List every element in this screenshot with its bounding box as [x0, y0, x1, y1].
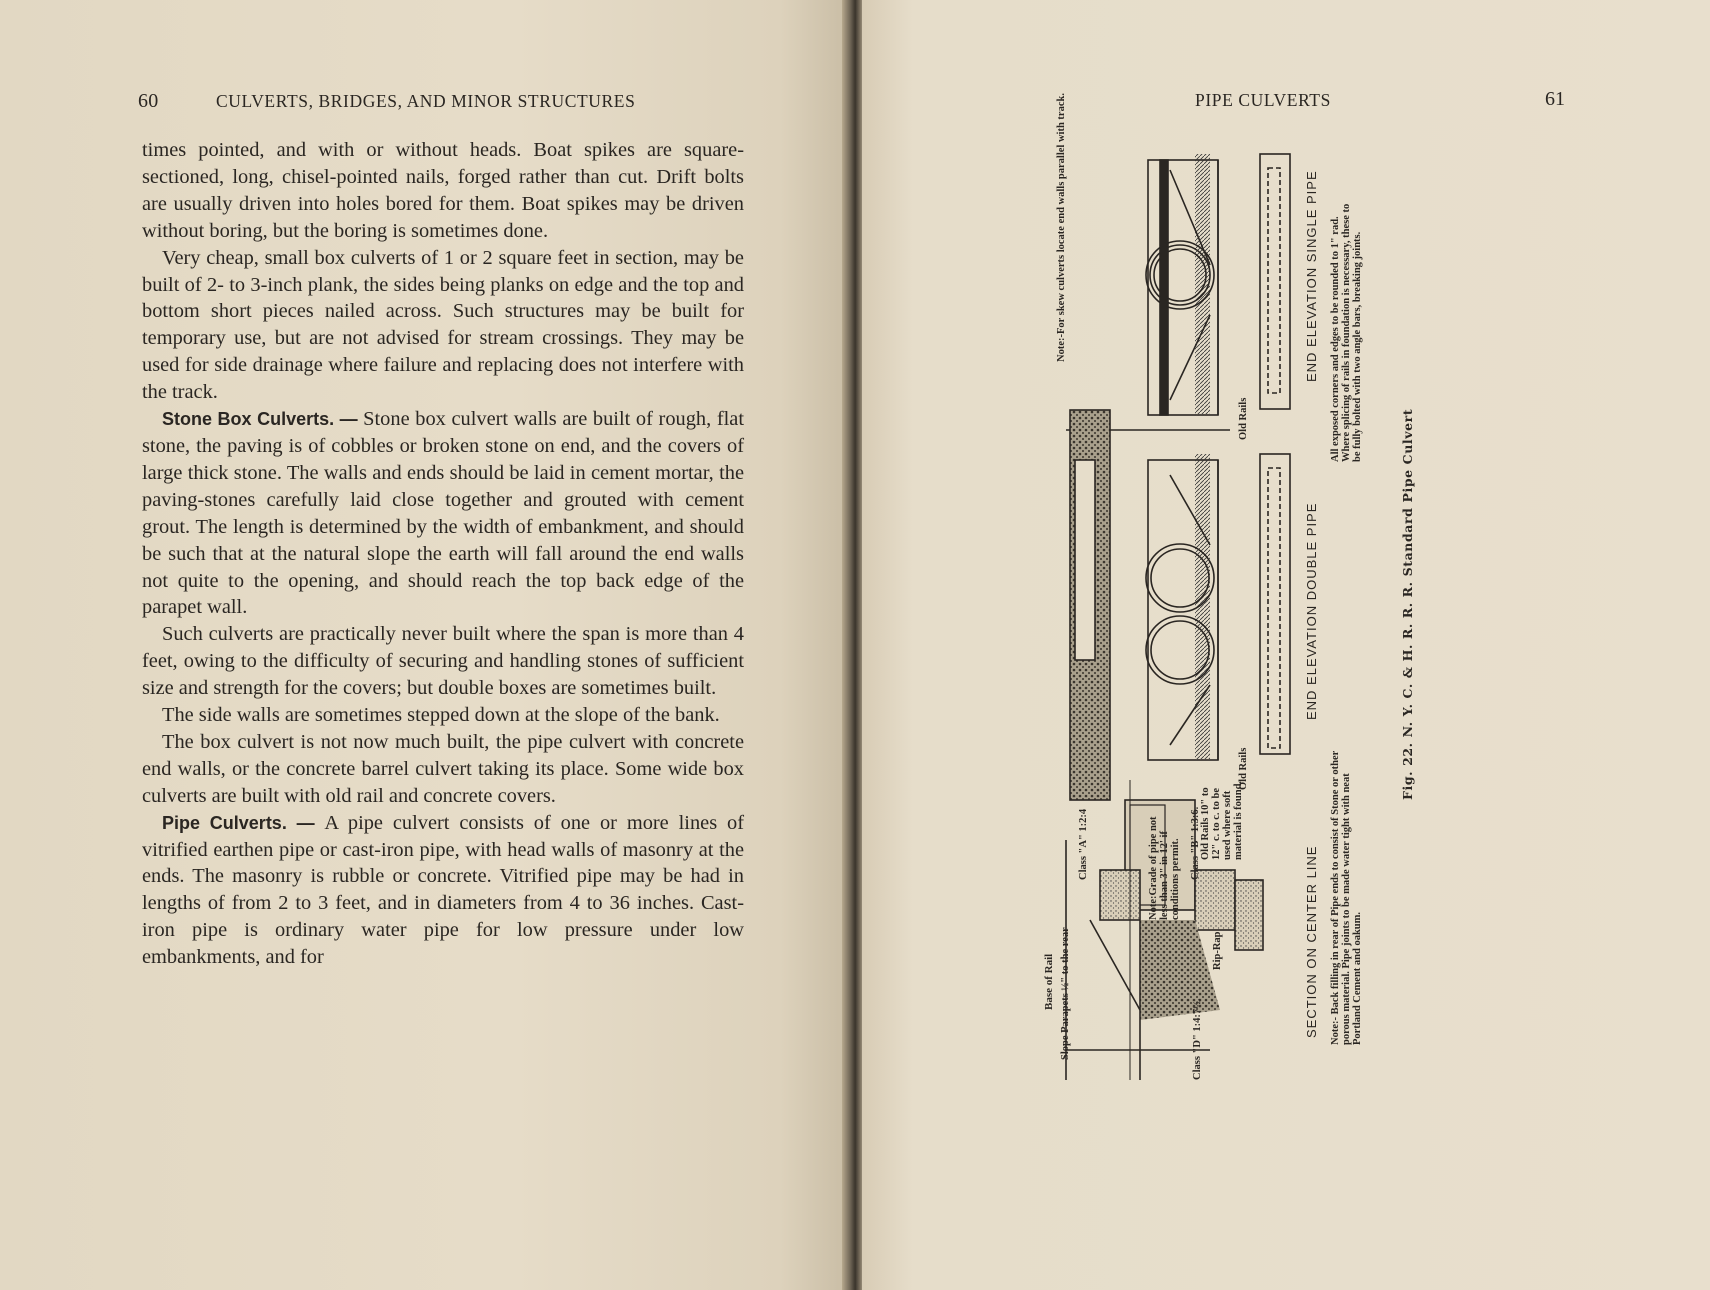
running-head-left: [138, 90, 698, 116]
body-text: [142, 137, 744, 971]
page-number-right: 61: [1545, 88, 1565, 110]
label-rip-rap: Rip-Rap: [1212, 931, 1223, 970]
running-head-title-right: PIPE CULVERTS: [1195, 90, 1331, 110]
run-in-heading: Pipe Culverts. —: [162, 812, 325, 833]
run-in-heading: Stone Box Culverts. —: [162, 409, 364, 430]
note-exposed-corners: All exposed corners and edges to be rounded to 1" rad. Where splicing of rails in foundation is necessary, these to be fully bolted with two angle bars, breaking joints.: [1330, 203, 1363, 462]
note-old-rails-section: Old Rails 10" to 12" c. to c. to be used where soft material is found.: [1200, 780, 1244, 860]
label-slope-parapets: Slope Parapets ½" to the rear: [1060, 927, 1071, 1060]
label-class-b: Class "B" 1:3:6.: [1190, 806, 1201, 880]
running-head-title-left: CULVERTS, BRIDGES, AND MINOR STRUCTURES: [216, 91, 636, 111]
label-class-a: Class "A" 1:2:4: [1078, 808, 1089, 880]
paragraph-pipe-culverts: Pipe Culverts. — A pipe culvert consists of one or more lines of vitrified earthen pipe or cast-iron pipe, with head walls of masonry at the ends. The masonry is rubble or concrete. Vitrified pipe may be had in lengths of from 2 to 3 feet, and in diameters from 4 to 36 inches. Cast-iron pipe is ordinary water pipe for low pressure under low embankments, and for: [142, 811, 744, 969]
note-skew-culverts: Note:-For skew culverts locate end walls parallel with track.: [1056, 93, 1067, 362]
paragraph-1: times pointed, and with or without heads. Boat spikes are square-sectioned, long, chisel-pointed nails, forged rather than cut. Drift bolts are usually driven into holes bored for them. Boat spikes may be driven without boring, but the boring is sometimes done.: [142, 139, 744, 242]
title-end-elevation-double: END ELEVATION DOUBLE PIPE: [1304, 502, 1319, 720]
label-base-of-rail: Base of Rail: [1043, 953, 1055, 1010]
page-number-left: 60: [138, 90, 159, 112]
paragraph-5: The side walls are sometimes stepped down at the slope of the bank.: [162, 704, 720, 727]
label-class-d: Class "D" 1:4:7½.: [1192, 998, 1203, 1080]
paragraph-6: The box culvert is not now much built, the pipe culvert with concrete end walls, or the concrete barrel culvert taking its place. Some wide box culverts are built with old rail and concrete covers.: [142, 730, 744, 807]
paragraph-2: Very cheap, small box culverts of 1 or 2 square feet in section, may be built of 2- to 3-inch plank, the sides being planks on edge and the top and bottom short pieces nailed across. Such structures may be built for temporary use, but are not advised for stream crossings. They may be used for side drainage where failure and replacing does not interfere with the track.: [142, 246, 744, 404]
note-back-filling: Note:- Back filling in rear of Pipe ends to consist of Stone or other porous material. Pipe joints to be made water tight with neat Portland Cement and oakum.: [1330, 750, 1363, 1045]
title-section-center-line: SECTION ON CENTER LINE: [1304, 845, 1319, 1038]
paragraph-4: Such culverts are practically never built where the span is more than 4 feet, owing to the difficulty of securing and handling stones of sufficient size and strength for the covers; but double boxes are sometimes built.: [142, 623, 744, 700]
label-old-rails-double: Old Rails: [1238, 747, 1249, 790]
title-end-elevation-single: END ELEVATION SINGLE PIPE: [1304, 170, 1319, 382]
left-page: [0, 0, 848, 1290]
note-grade-of-pipe: Note:Grade of pipe not less than 3" in 12' if conditions permit.: [1148, 816, 1181, 920]
label-old-rails-single: Old Rails: [1238, 397, 1249, 440]
figure-caption: Fig. 22. N. Y. C. & H. R. R. R. Standard Pipe Culvert: [1400, 408, 1415, 800]
paragraph-stone-box: Stone Box Culverts. — Stone box culvert walls are built of rough, flat stone, the paving is of cobbles or broken stone on end, and the covers of large thick stone. The walls and ends should be laid in cement mortar, the paving-stones carefully laid close together and grouted with cement grout. The length is determined by the width of embankment, and should be such that at the natural slope the earth will fall around the end walls not quite to the opening, and should reach the top back edge of the parapet wall.: [142, 408, 744, 619]
